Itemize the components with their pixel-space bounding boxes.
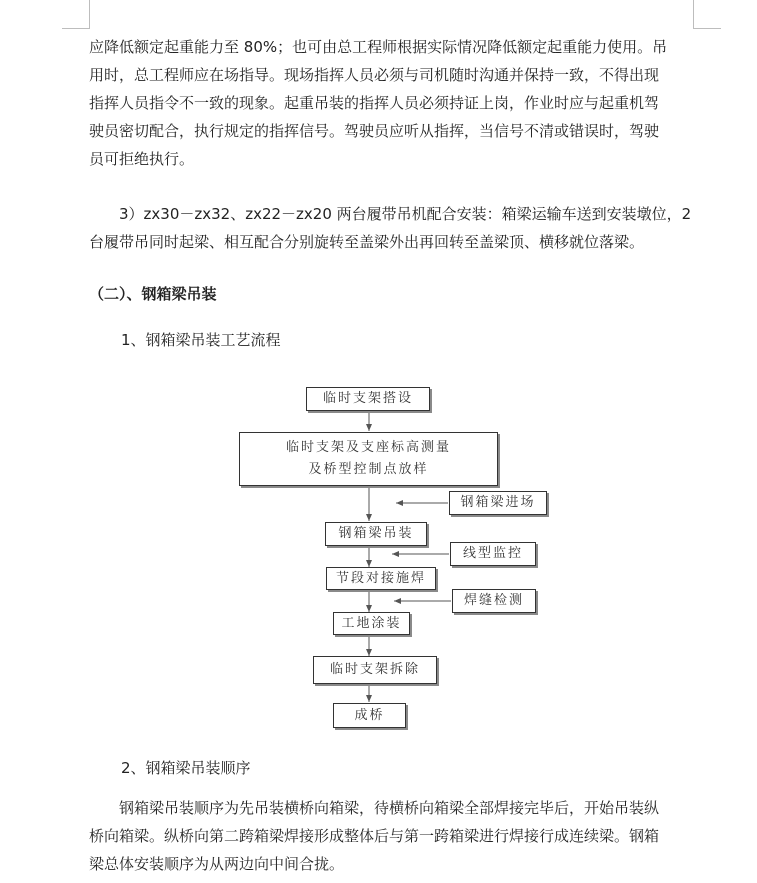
flow-step-support-removal: 临时支架拆除 [313,656,437,684]
flow-step-line: 及桥型控制点放样 [308,462,429,477]
flow-step-site-painting: 工地涂装 [333,612,410,635]
text-line: 桥向箱梁。纵桥向第二跨箱梁焊接形成整体后与第一跨箱梁进行焊接行成连续梁。钢箱 [89,827,660,845]
text-line: 3）zx30－zx32、zx22－zx20 两台履带吊机配合安装：箱梁运输车送到安装墩位，2 [119,205,692,223]
flow-input-alignment-monitoring: 线型监控 [450,542,536,566]
flow-step-temporary-support-erection: 临时支架搭设 [306,387,430,411]
text-line: 用时，总工程师应在场指导。现场指挥人员必须与司机随时沟通并保持一致，不得出现 [89,66,660,84]
flow-input-girder-arrival: 钢箱梁进场 [449,491,547,515]
flow-step-bridge-completion: 成桥 [333,703,406,728]
section-heading: （二）、钢箱梁吊装 [89,285,217,303]
margin-mark [693,28,721,29]
margin-mark [693,0,694,28]
subsection-heading-sequence: 2、钢箱梁吊装顺序 [121,759,251,777]
paragraph-lifting-safety [89,33,695,173]
text-line: 梁总体安装顺序为从两边向中间合拢。 [89,855,345,873]
text-line: 指挥人员指令不一致的现象。起重吊装的指挥人员必须持证上岗，作业时应与起重机驾 [89,94,660,112]
flow-input-weld-inspection: 焊缝检测 [452,589,536,613]
flow-step-line: 临时支架及支座标高测量 [285,440,451,455]
margin-mark [62,28,90,29]
text-line: 驶员密切配合，执行规定的指挥信号。驾驶员应听从指挥，当信号不清或错误时，驾驶 [89,122,660,140]
subsection-heading-process: 1、钢箱梁吊装工艺流程 [121,331,281,349]
flow-step-girder-lifting: 钢箱梁吊装 [325,522,427,546]
paragraph-crawler-crane [89,200,695,256]
text-line: 员可拒绝执行。 [89,150,195,168]
flow-step-elevation-survey [239,432,498,486]
margin-mark [89,0,90,28]
paragraph-lifting-sequence [89,794,695,878]
text-line: 应降低额定起重能力至 80%；也可由总工程师根据实际情况降低额定起重能力使用。吊 [89,38,668,56]
text-line: 台履带吊同时起梁、相互配合分别旋转至盖梁外出再回转至盖梁顶、横移就位落梁。 [89,233,645,251]
text-line: 钢箱梁吊装顺序为先吊装横桥向箱梁，待横桥向箱梁全部焊接完毕后，开始吊装纵 [119,799,660,817]
flow-step-segment-welding: 节段对接施焊 [326,567,436,590]
